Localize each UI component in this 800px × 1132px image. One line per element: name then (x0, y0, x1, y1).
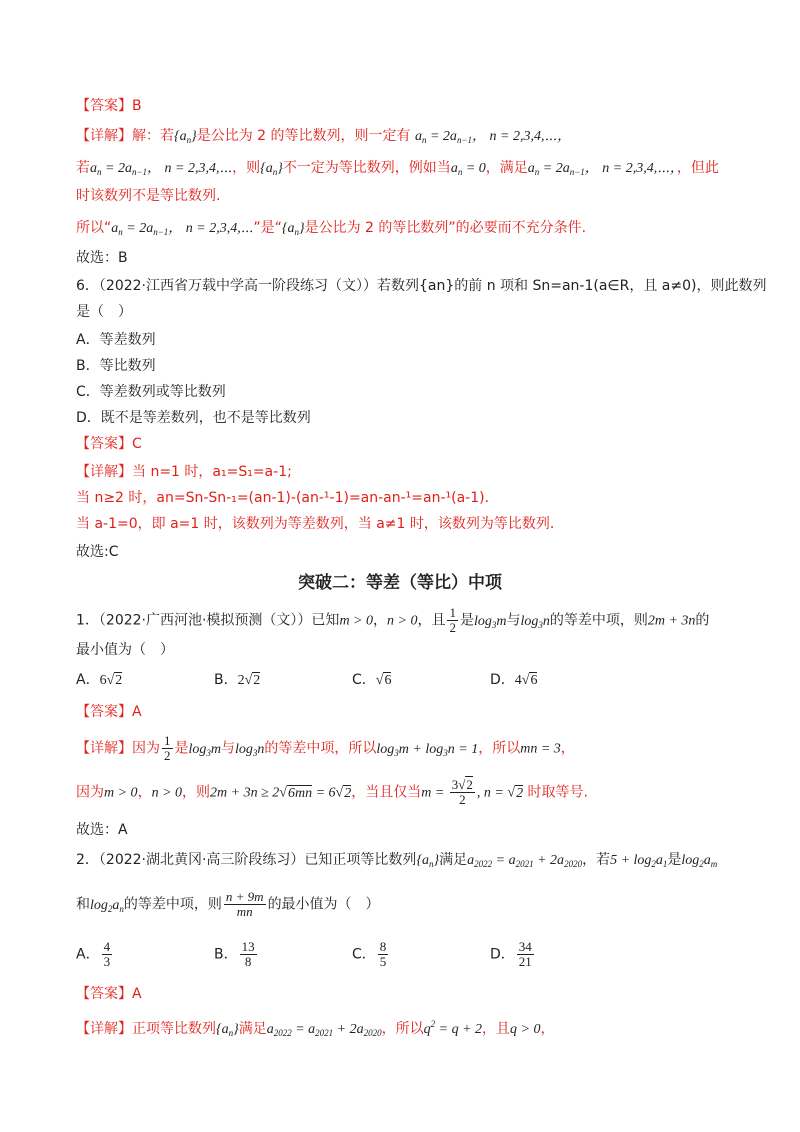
text: 若 (76, 160, 90, 176)
text: ，且 (417, 612, 446, 629)
option-label: B． (214, 946, 238, 963)
answer-label: 【答案】A (76, 986, 142, 1002)
text: ，但此 (676, 160, 719, 176)
detail-line: 【详解】当 n=1 时，a₁=S₁=a-1; (76, 464, 292, 480)
choose-line: 故选:C (76, 544, 119, 560)
option-c: C．√6 (352, 672, 392, 688)
text: 【详解】正项等比数列 (76, 1021, 216, 1037)
detail-line: 时该数列不是等比数列. (76, 188, 221, 204)
math: $\log_3n$ (520, 613, 550, 630)
math: $\log_3m + \log_3n = 1$ (376, 741, 479, 758)
question-stem (76, 606, 709, 635)
text: ”是“ (253, 220, 282, 236)
detail-label: 【详解】 (76, 128, 132, 144)
text: ，且 (482, 1021, 511, 1037)
text: 因为 (76, 784, 104, 801)
answer-label: 【答案】C (76, 436, 142, 452)
text: 不一定为等比数列，例如当 (282, 160, 451, 176)
text: ，则 (182, 784, 211, 801)
fraction: $\frac{1}{2}$ (164, 733, 171, 763)
fraction: $\frac{1}{2}$ (449, 605, 456, 635)
option-d: D．4√6 (490, 672, 538, 688)
question-stem: 最小值为（ ） (76, 642, 174, 658)
text: ，所以 (381, 1021, 424, 1037)
text: ，满足 (485, 160, 528, 176)
text: 满足 (439, 852, 468, 868)
math: , n = √2 (476, 785, 524, 801)
detail-line (76, 734, 575, 763)
option-label: D． (490, 946, 515, 963)
math: $\log_2a_n$ (90, 897, 124, 914)
math: n > 0 (151, 785, 183, 801)
fraction: $\frac{3√2}{2}$ (451, 777, 473, 807)
math: $a_{2022} = a_{2021} + 2a_{2020}$ (467, 853, 583, 869)
option-d: D．既不是等差数列，也不是等比数列 (76, 410, 311, 426)
choose-line: 故选：B (76, 250, 128, 266)
answer-label: 【答案】B (76, 98, 142, 114)
detail-line: 当 n≥2 时，an=Sn-Sn-₁=(an-1)-(an-¹-1)=an-an-¹=an-¹(a-1). (76, 490, 490, 506)
text: 是公比为 2 的等比数列”的必要而不充分条件. (304, 220, 587, 236)
question-stem: 6．（2022·江西省万载中学高一阶段练习（文））若数列{an}的前 n 项和 Sn=an-1(a∈R，且 a≠0)，则此数列 (76, 278, 767, 294)
section-title: 突破二：等差（等比）中项 (298, 573, 502, 593)
math: $\log_3m$ (188, 741, 222, 758)
text: 是公比为 2 的等比数列，则一定有 (196, 128, 411, 144)
question-stem (76, 890, 380, 919)
math: 2m + 3n (647, 613, 696, 629)
option-b: B．等比数列 (76, 358, 156, 374)
math: $\log_3n$ (235, 741, 265, 758)
option-c: C．等差数列或等比数列 (76, 384, 226, 400)
option-a: A．等差数列 (76, 332, 156, 348)
math: mn = 3 (520, 741, 561, 757)
text: 【详解】因为 (76, 740, 160, 757)
math: q > 0 (510, 1022, 541, 1037)
text: 解：若 (132, 128, 174, 144)
text: ，则 (232, 160, 261, 176)
math: $a_n = 0$ (450, 161, 486, 177)
detail-line (76, 158, 719, 182)
text: 和 (76, 896, 90, 913)
text: ， (560, 740, 575, 757)
text: ， (540, 1021, 555, 1037)
choose-line: 故选：A (76, 822, 128, 838)
option-b: B．2√2 (214, 672, 261, 688)
text: 是 (174, 740, 189, 757)
option-b: B． $\frac{13}{8}$ (214, 939, 255, 969)
detail-line: 当 a-1=0，即 a=1 时，该数列为等差数列，当 a≠1 时，该数列为等比数列. (76, 516, 555, 532)
question-stem: 是（ ） (76, 304, 132, 320)
math: 2m + 3n ≥ 2√6mn = 6√2 (210, 785, 352, 801)
text: 所以“ (76, 220, 112, 236)
option-a: A． $\frac{4}{3}$ (76, 939, 111, 969)
math: $\log_2a_m$ (681, 853, 718, 869)
text: ，若 (582, 852, 611, 868)
math: $\{a_n\}$ (216, 1022, 239, 1038)
math: $q^2 = q + 2$ (423, 1019, 483, 1037)
text: ， (373, 612, 387, 629)
option-a: A．6√2 (76, 672, 123, 688)
option-label: C． (352, 946, 376, 963)
math: $\log_3m$ (473, 613, 507, 630)
detail-line (76, 778, 588, 807)
text: ， (137, 784, 152, 801)
fraction: $\frac{n + 9m}{mn}$ (225, 889, 264, 919)
math: $a_{2022} = a_{2021} + 2a_{2020}$ (266, 1022, 382, 1038)
text: ，当且仅当 (351, 784, 422, 801)
detail-line (76, 126, 571, 150)
option-label: B． (214, 672, 238, 688)
text: 与 (506, 612, 521, 629)
math: $a_n = 2a_{n-1}$， n = 2,3,4,⋯， (527, 161, 677, 177)
math: m > 0 (104, 785, 138, 801)
math: $\{a_n\}$ (416, 853, 440, 869)
text: 与 (221, 740, 236, 757)
math: n > 0 (387, 613, 418, 629)
math: $a_n = 2a_{n-1}$， n = 2,3,4,⋯ (111, 221, 254, 237)
math: $a_n = 2a_{n-1}$， n = 2,3,4,⋯ (90, 161, 233, 177)
text: 2．（2022·湖北黄冈·高三阶段练习）已知正项等比数列 (76, 852, 417, 868)
math: m > 0 (339, 613, 373, 629)
text: 满足 (238, 1021, 267, 1037)
text: 时取等号. (527, 784, 588, 801)
text: 1．（2022·广西河池·模拟预测（文））已知 (76, 612, 340, 629)
text: 是 (667, 852, 682, 868)
answer-label: 【答案】A (76, 704, 142, 720)
question-stem (76, 850, 717, 874)
option-label: C． (352, 672, 376, 688)
math: $\{a_n\}$ (260, 161, 283, 177)
option-label: A． (76, 672, 100, 688)
text: 的 (695, 612, 710, 629)
math: $a_n = 2a_{n-1}$， n = 2,3,4,⋯， (414, 129, 572, 145)
option-c: C． $\frac{8}{5}$ (352, 939, 387, 969)
math: $\{a_n\}$ (174, 129, 197, 145)
text: 的等差中项，则 (123, 896, 222, 913)
detail-line (76, 218, 586, 242)
detail-line (76, 1014, 554, 1043)
math: $\{a_n\}$ (281, 221, 305, 237)
text: 的最小值为（ ） (267, 896, 380, 913)
text: 的等差中项，所以 (264, 740, 377, 757)
text: 是 (459, 612, 474, 629)
text: ，所以 (478, 740, 521, 757)
option-label: A． (76, 946, 100, 963)
option-d: D． $\frac{34}{21}$ (490, 939, 532, 969)
math: m = (421, 785, 448, 801)
option-label: D． (490, 672, 515, 688)
math: $5 + \log_2a_1$ (610, 853, 668, 869)
text: 的等差中项，则 (549, 612, 648, 629)
